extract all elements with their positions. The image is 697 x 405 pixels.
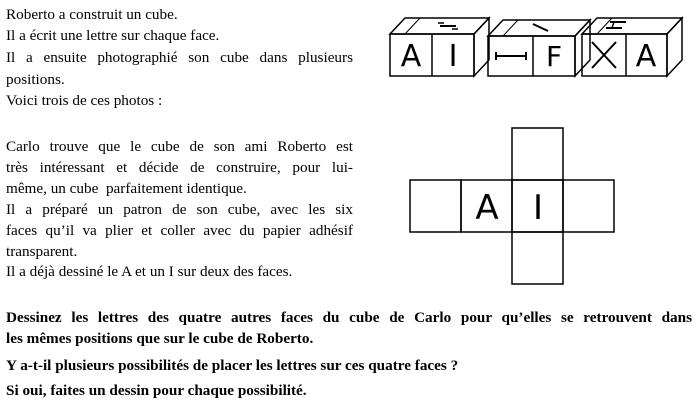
net-face-a [461,180,512,232]
question-line-2: Y a-t-il plusieurs possibilités de placer les lettres sur ces quatre faces ? [6,357,459,374]
question-line-1a: Dessinez les lettres des quatre autres faces du cube de Carlo pour qu’elles se retrouvent dans [6,309,692,326]
carlo-line-5: faces qu’il va plier et coller avec du papier adhésif [6,222,353,239]
net-bottom-face [512,232,563,284]
carlo-line-3: même, un cube parfaitement identique. [6,180,247,197]
question-line-3: Si oui, faites un dessin pour chaque possibilité. [6,382,307,399]
cube-1 [390,18,489,76]
cube-1-side-letter: I [448,39,458,74]
net-top-face [512,128,563,180]
cube-2-side-letter: F [545,40,563,73]
net-letter-a: A [475,188,499,228]
intro-line-4: Voici trois de ces photos : [6,92,163,109]
net-left-face [410,180,461,232]
carlo-line-7: Il a déjà dessiné le A et un I sur deux des faces. [6,263,293,280]
net-letter-i: I [532,188,544,228]
intro-line-1: Roberto a construit un cube. [6,6,178,23]
intro-line-3b: positions. [6,71,65,88]
cube-3-side-letter: A [635,39,657,74]
carlo-line-2: très intéressant et décide de construire, pour lui- [6,159,353,176]
intro-line-3a: Il a ensuite photographié son cube dans plusieurs [6,49,353,66]
carlo-line-1: Carlo trouve que le cube de son ami Roberto est [6,138,353,155]
cube-2 [488,20,590,76]
net-face-i [512,180,563,232]
carlo-line-4: Il a préparé un patron de son cube, avec les six [6,201,353,218]
carlo-line-6: transparent. [6,243,78,260]
question-line-1b: les mêmes positions que sur le cube de Roberto. [6,330,314,347]
intro-line-2: Il a écrit une lettre sur chaque face. [6,27,220,44]
cube-1-front-letter: A [400,39,422,74]
cube-3 [582,18,682,76]
net-right-face [563,180,614,232]
